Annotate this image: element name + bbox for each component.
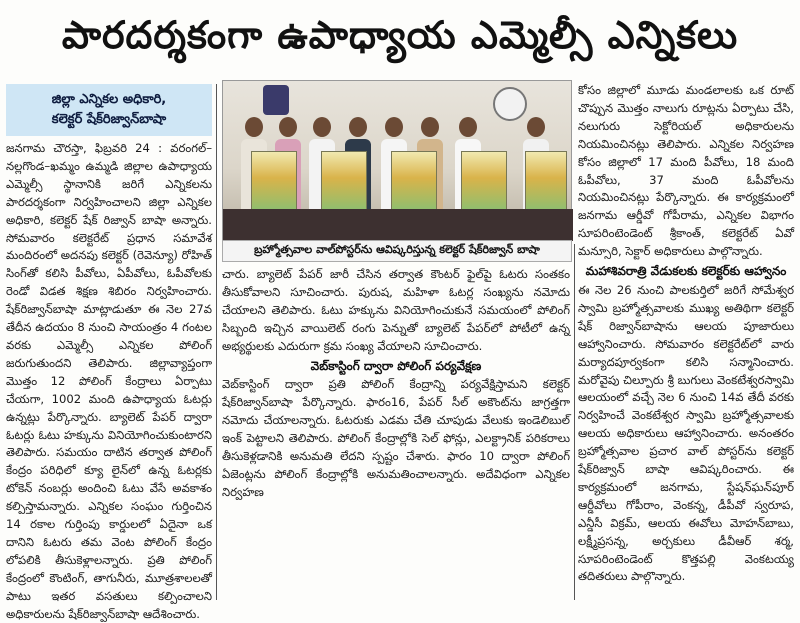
article-column-2 xyxy=(222,266,570,600)
wall-poster xyxy=(251,151,297,211)
article-paragraph: ఈ నెల 26 నుంచి పాలకుర్తిలో జరిగే సోమేశ్వర స్వామి బ్రహ్మోత్సవాలకు ముఖ్య అతిథిగా కలెక్టర్ షేక్ రిజ్వాన్‌బాషాను ఆలయ పూజారులు ఆహ్వానించారు. సోమవారం కలెక్టరేట్‌లో వారు మర్యాదపూర్వకంగా కలిసి సన్మానించారు. మరోవైపు చిల్పూరు శ్రీ బుగులు వెంకటేశ్వరస్వామి ఆలయంలో వచ్చే నెల 6 నుంచి 14వ తేదీ వరకు నిర్వహించే వెంకటేశ్వర స్వామి బ్రహ్మోత్సవాలకు ఆలయ అధికారులు ఆహ్వానించారు. అనంతరం బ్రహ్మోత్సవాల ప్రచార వాల్ పోస్టర్‌ను కలెక్టర్ షేక్‌రిజ్వాన్ బాషా ఆవిష్కరించారు. ఈ కార్యక్రమంలో జనగామ, స్టేషన్‌ఘన్‌పూర్ ఆర్డీవోలు గోపీరాం, వెంకన్న, డీపీవో స్వరూప, ఎన్డీసీ విక్రమ్, ఆలయ ఈవోలు మోహన్‌బాబు, లక్ష్మీప్రసన్న, అర్చకులు డీవీఆర్ శర్మ, సూపరింటెండెంట్ కొత్తపల్లి వెంకటయ్య తదితరులు పాల్గొన్నారు. xyxy=(578,282,794,584)
wall-clock-icon xyxy=(493,87,527,121)
wall-poster xyxy=(525,151,567,211)
article-paragraph: వెబ్‌కాస్టింగ్ ద్వారా ప్రతి పోలింగ్ కేంద్రాన్ని పర్యవేక్షిస్తామని కలెక్టర్ షేక్‌రిజ్వాన్‌బాషా పేర్కొన్నారు. ఫారం16, పేపర్ సీల్ అకౌంట్‌ను జాగ్రత్తగా నమోదు చేయాలన్నారు. ఓటరుకు ఎడమ చేతి చూపుడు వేలుకు ఇండెలిబుల్ ఇంక్ పెట్టాలని తెలిపారు. పోలింగ్ కేంద్రాల్లోకి సెల్ ఫోన్లు, ఎలక్ట్రానిక్ పరికరాలు తీసుకెళ్లడానికి అనుమతి లేదని స్పష్టం చేశారు. ఫారం 10 ద్వారా పోలింగ్ ఏజెంట్లను పోలింగ్ కేంద్రాల్లోకి అనుమతించాలన్నారు. అదేవిధంగా ఎన్నికల నిర్వహణ xyxy=(222,377,570,499)
table xyxy=(223,209,573,241)
wall-poster xyxy=(321,151,367,211)
subheadline-box xyxy=(6,84,212,136)
wall-poster xyxy=(461,151,507,211)
article-paragraph: జనగామ చౌరస్తా, ఫిబ్రవరి 24 : వరంగల్–నల్లగొండ–ఖమ్మం ఉమ్మడి జిల్లాల ఉపాధ్యాయ ఎమ్మెల్సీ స్థానానికి జరిగే ఎన్నికలను పారదర్శకంగా నిర్వహించాలని జిల్లా ఎన్నికల అధికారి, కలెక్టర్ షేక్ రిజ్వాన్ బాషా అన్నారు. సోమవారం కలెక్టరేట్ ప్రధాన సమావేశ మందిరంలో అదనపు కలెక్టర్ (రెవెన్యూ) రోహిత్ సింగ్‌తో కలిసి పీవోలు, ఏపీవోలు, ఓపీవోలకు రెండో విడత శిక్షణ శిబిరం నిర్వహించారు. షేక్‌రిజ్వాన్‌బాషా మాట్లాడుతూ ఈ నెల 27వ తేదీన ఉదయం 8 నుంచి సాయంత్రం 4 గంటల వరకు ఎమ్మెల్సీ ఎన్నికల పోలింగ్ జరుగుతుందని తెలిపారు. జిల్లావ్యాప్తంగా మొత్తం 12 పోలింగ్ కేంద్రాలు ఏర్పాటు చేయగా, 1002 మంది ఉపాధ్యాయ ఓటర్లు ఉన్నట్లు పేర్కొన్నారు. బ్యాలెట్ పేపర్ ద్వారా ఓటర్లు ఓటు హక్కును వినియోగించుకుంటారని తెలిపారు. సమయం దాటిన తర్వాత పోలింగ్ కేంద్రం పరిధిలో క్యూ లైన్‌లో ఉన్న ఓటర్లకు టోకెన్ నంబర్లు అందించి ఓటు వేసే అవకాశం కల్పిస్తామన్నారు. ఎన్నికల సంఘం గుర్తించిన 14 రకాల గుర్తింపు కార్డులలో ఏదైనా ఒక దానిని ఓటరు తమ వెంట పోలింగ్ కేంద్రం లోపలికి తీసుకెళ్లాలన్నారు. ప్రతి పోలింగ్ కేంద్రంలో కౌంటింగ్, తాగునీరు, మూత్రశాలలతో పాటు ఇతర వసతులు కల్పించాలని అధికారులను షేక్‌రిజ్వాన్‌బాషా ఆదేశించారు. xyxy=(6,141,212,621)
article-column-1 xyxy=(6,140,212,621)
article-column-3 xyxy=(578,82,794,600)
subheadline-line-2: కలెక్టర్ షేక్‌రిజ్వాన్‌బాషా xyxy=(51,112,167,127)
column-divider xyxy=(216,84,217,600)
wall-poster xyxy=(391,151,437,211)
section-heading-webcasting: వెబ్‌కాస్టింగ్ ద్వారా పోలింగ్ పర్యవేక్షణ xyxy=(310,358,482,373)
article-paragraph: కోసం జిల్లాలో మూడు మండలాలకు ఒక రూట్ చొప్పున మొత్తం నాలుగు రూట్లను ఏర్పాటు చేసి, నలుగురు సెక్టోరియల్ అధికారులను నియమించినట్లు తెలిపారు. ఎన్నికల నిర్వహణ కోసం జిల్లాలో 17 మంది పీవోలు, 18 మంది ఓపీవోలు, 37 మంది ఓపీవోలను నియమించినట్లు పేర్కొన్నారు. ఈ కార్యక్రమంలో జనగామ ఆర్డీవో గోపీరామ, ఎన్నికల విభాగం సూపరింటెండెంట్ శ్రీకాంత్, కలెక్టరేట్ ఏవో మన్సూరి, సెక్టార్ అధికారులు పాల్గొన్నారు. xyxy=(578,83,794,259)
headline: పారదర్శకంగా ఉపాధ్యాయ ఎమ్మెల్సీ ఎన్నికలు xyxy=(61,13,739,57)
news-photo xyxy=(222,80,572,240)
photo-caption: బ్రహ్మోత్సవాల వాల్‌పోస్టర్‌ను ఆవిష్కరిస్తున్న కలెక్టర్ షేక్‌రిజ్వాన్ బాషా xyxy=(222,240,572,262)
subheadline-line-1: జిల్లా ఎన్నికల అధికారి, xyxy=(51,92,167,107)
article-paragraph: చారు. బ్యాలెట్ పేపర్ జారీ చేసిన తర్వాత కౌంటర్ ఫైల్‌పై ఓటరు సంతకం తీసుకోవాలని సూచించారు. పురుష, మహిళా ఓటర్ల సంఖ్యను నమోదు చేయాలని తెలిపారు. ఓటు హక్కును వినియోగించుకునే సమయంలో పోలింగ్ సిబ్బంది ఇచ్చిన వాయిలెట్ రంగు పెన్నుతో బ్యాలెట్ పేపర్‌లో పోటీలో ఉన్న అభ్యర్థులకు ఎదురుగా క్రమ సంఖ్య వేయాలని సూచించారు. xyxy=(222,267,570,353)
section-heading-invitation: మహాశివరాత్రి వేడుకలకు కలెక్టర్‌కు ఆహ్వానం xyxy=(585,264,787,279)
column-divider xyxy=(574,244,575,600)
state-emblem-icon xyxy=(263,85,289,115)
